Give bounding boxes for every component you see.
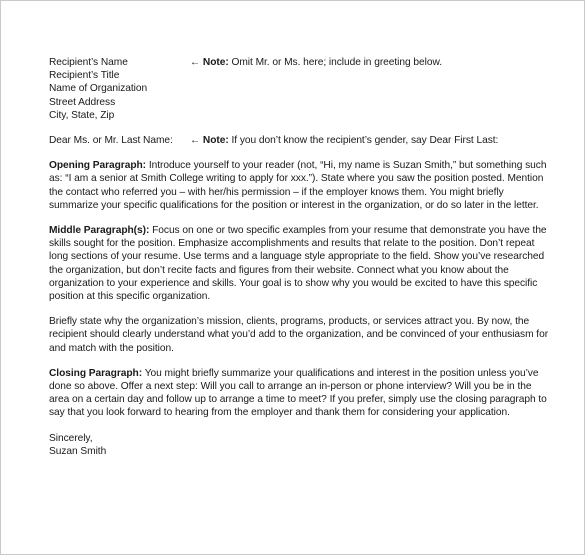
- address-line-city: City, State, Zip: [49, 109, 115, 121]
- middle-paragraph: [49, 224, 549, 303]
- closing-paragraph: [49, 367, 549, 420]
- note-text: If you don’t know the recipient’s gender, say Dear First Last:: [231, 134, 499, 146]
- address-line-name: Recipient’s Name ← Note: Omit Mr. or Ms. here; include in greeting below.: [49, 57, 442, 68]
- salutation: Dear Ms. or Mr. Last Name:: [49, 134, 173, 146]
- valediction: Sincerely,: [49, 432, 93, 444]
- address-line-organization: Name of Organization: [49, 83, 148, 95]
- letter-body: [49, 56, 549, 458]
- salutation-note: [190, 134, 498, 147]
- closing-heading: Closing Paragraph:: [49, 367, 143, 379]
- signature-block: [49, 432, 549, 458]
- salutation-line: [49, 134, 549, 147]
- left-arrow-icon: ←: [190, 57, 201, 68]
- opening-body: Introduce yourself to your reader (not, “Hi, my name is Suzan Smith,” but something such as: “I am a senior at Smith College writing to apply for xxx.”). State where you saw the position posted. Mention the contact who referred you – with her/his permission – if the employer knows them. You might briefly summarize your specific qualifications for the position or interest in the organization, or do so later in the letter.: [49, 160, 547, 211]
- closing-body: You might briefly summarize your qualifications and interest in the position unless you’ve done so above. Offer a next step: Will you call to arrange an in-person or phone interview? Will you be in the area on a certain day and follow up to arrange a time to meet? If you prefer, simply use the closing paragraph to say that you look forward to hearing from the employer and thank them for considering your application.: [49, 367, 547, 419]
- middle-body: Focus on one or two specific examples from your resume that demonstrate you have the skills sought for the position. Emphasize accomplishments and results that relate to the position. Don’t repeat long sections of your resume. Use terms and a language style appropriate to the field. Show you’ve researched the organization, but don’t recite facts and figures from their website. Connect what you know about the organization to your experience and skills. Your goal is to show why you would be excited to have this specific position at this specific organization.: [49, 224, 547, 302]
- address-note: [190, 56, 442, 69]
- opening-paragraph: [49, 159, 549, 212]
- middle-heading: Middle Paragraph(s):: [49, 224, 150, 236]
- note-label: Note:: [202, 57, 229, 68]
- recipient-address-block: [49, 56, 549, 122]
- note-label: Note:: [202, 134, 229, 146]
- left-arrow-icon: ←: [190, 134, 201, 146]
- signer-name: Suzan Smith: [49, 445, 107, 457]
- address-line-title: Recipient’s Title: [49, 70, 120, 82]
- brief-paragraph: Briefly state why the organization’s mission, clients, programs, products, or services attract you. By now, the recipient should clearly understand what you’d add to the organization, and be convinced of your enthusiasm for and match with the position.: [49, 316, 549, 354]
- address-line-street: Street Address: [49, 96, 116, 108]
- opening-heading: Opening Paragraph:: [49, 160, 147, 172]
- note-text: Omit Mr. or Ms. here; include in greeting below.: [231, 57, 442, 68]
